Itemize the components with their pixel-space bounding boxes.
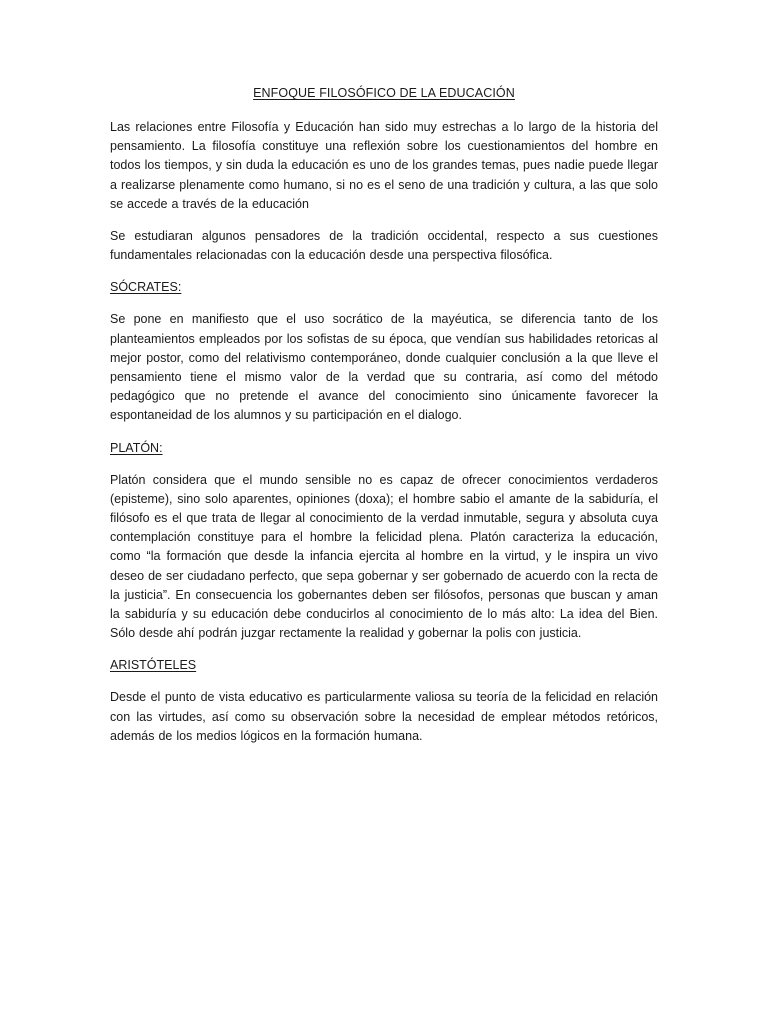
intro-paragraph-2: Se estudiaran algunos pensadores de la tradición occidental, respecto a sus cuestiones fundamentales relacionadas con la educación desde una perspectiva filosófica. [110, 229, 658, 263]
section-heading-aristoteles: ARISTÓTELES [110, 658, 197, 673]
intro-paragraph-1: Las relaciones entre Filosofía y Educación han sido muy estrechas a lo largo de la historia del pensamiento. La filosofía constituye una reflexión sobre los cuestionamientos del hombre en todos los tiempos, y sin duda la educación es uno de los grandes temas, pues nadie puede llegar a realizarse plenamente como humano, si no es el seno de una tradición y cultura, a las que solo se accede a través de la educación [110, 120, 658, 211]
section-heading-platon: PLATÓN: [110, 440, 163, 455]
section-text-platon: Platón considera que el mundo sensible no es capaz de ofrecer conocimientos verdaderos (episteme), sino solo aparentes, opiniones (doxa); el hombre sabio el amante de la sabiduría, el filósofo es el que trata de llegar al conocimiento de la verdad inmutable, segura y absoluta cuya contemplación constituye para el hombre la felicidad plena. Platón caracteriza la educación, como “la formación que desde la infancia ejercita al hombre en la virtud, y le inspira un vivo deseo de ser ciudadano perfecto, que sepa gobernar y ser gobernado de acuerdo con la recta de la justicia”. En consecuencia los gobernantes deben ser filósofos, personas que buscan y aman la sabiduría y su educación debe conducirlos al conocimiento de lo más alto: La idea del Bien. Sólo desde ahí podrán juzgar rectamente la realidad y gobernar la polis con justicia. [110, 472, 658, 641]
document-title: ENFOQUE FILOSÓFICO DE LA EDUCACIÓN [253, 86, 515, 100]
section-text-aristoteles: Desde el punto de vista educativo es particularmente valiosa su teoría de la felicidad en relación con las virtudes, así como su observación sobre la necesidad de emplear métodos retóricos, además de los medios lógicos en la formación humana. [110, 690, 658, 743]
section-heading-socrates: SÓCRATES: [110, 280, 182, 295]
section-text-socrates: Se pone en manifiesto que el uso socrático de la mayéutica, se diferencia tanto de los planteamientos empleados por los sofistas de su época, que vendían sus habilidades retoricas al mejor postor, como del relativismo contemporáneo, donde cualquier conclusión a la que lleve el pensamiento tiene el mismo valor de la verdad que su contraria, así como del método pedagógico que no pretende el avance del conocimiento sino únicamente favorecer la espontaneidad de los alumnos y su participación en el dialogo. [110, 312, 658, 423]
